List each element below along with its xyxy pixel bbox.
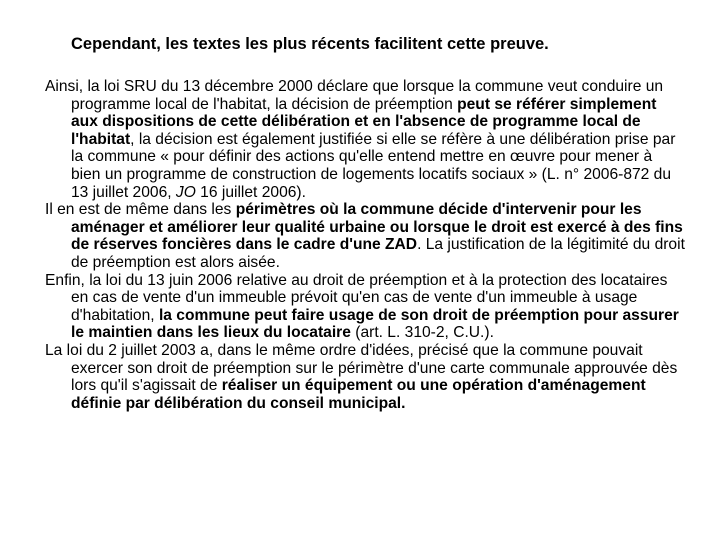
text-run-bold: la commune peut faire usage de son droit de préemption pour assurer le maintien dans les lieux du locataire [71, 306, 679, 342]
text-run: Ainsi, la loi SRU du 13 décembre 2000 déclare que lorsque la commune veut conduire un programme local de l'habitat, la décision de préemption [45, 78, 664, 113]
text-run-bold: périmètres où la commune décide d'intervenir pour les aménager et améliorer leur qualité urbaine ou lorsque le droit est exercé à des fins de réserves foncières dans le cadre d'une ZAD [71, 201, 683, 254]
text-run: Enfin, la loi du 13 juin 2006 relative au droit de préemption et à la protection des locataires en cas de vente d'un immeuble prévoit qu'en cas de vente d'un immeuble à usage d'habitation, [45, 271, 668, 324]
paragraph-loi-sru [45, 78, 685, 201]
paragraph-loi-2003 [45, 342, 685, 412]
text-run: (art. L. 310-2, C.U.). [350, 324, 494, 342]
text-run-bold: peut se référer simplement aux dispositions de cette délibération et en l'absence de programme local de l'habitat [71, 95, 657, 148]
paragraph-loi-2006 [45, 272, 685, 342]
text-run: , la décision est également justifiée si elle se réfère à une délibération prise par la commune « pour définir des actions qu'elle entend mettre en œuvre pour mener à bien un programme de construction de logements locatifs sociaux » (L. n° 2006-872 du 13 juillet 2006, [71, 130, 676, 201]
text-run: 16 juillet 2006). [195, 183, 306, 201]
text-run-bold: réaliser un équipement ou une opération d'aménagement définie par délibération du conseil municipal. [71, 377, 646, 412]
slide-body [45, 78, 685, 412]
text-run: Il en est de même dans les [45, 201, 236, 219]
text-run: La loi du 2 juillet 2003 a, dans le même ordre d'idées, précisé que la commune pouvait exercer son droit de préemption sur le périmètre d'une carte communale approuvée dès lors qu'il s'agissait de [45, 341, 678, 395]
text-run: . La justification de la légitimité du droit de préemption est alors aisée. [71, 236, 685, 271]
slide-heading: Cependant, les textes les plus récents facilitent cette preuve. [71, 35, 549, 53]
text-run-italic: JO [175, 183, 196, 201]
paragraph-perimetres [45, 201, 685, 271]
